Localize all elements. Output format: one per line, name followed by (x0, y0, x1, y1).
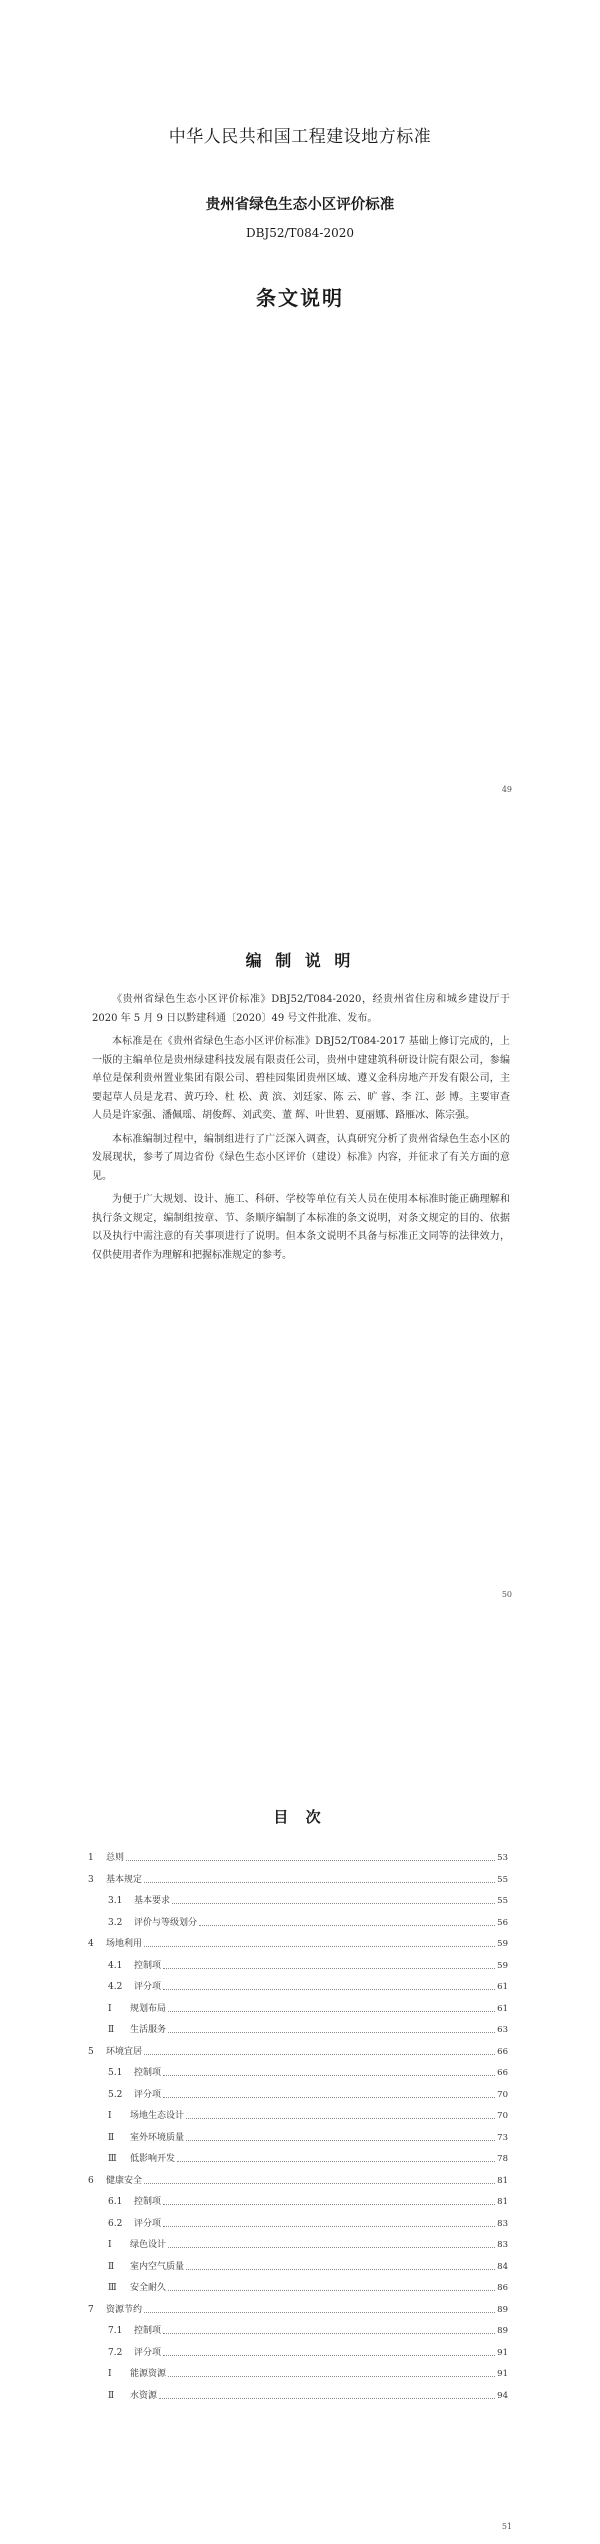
toc-title: 目 次 (273, 1808, 327, 1826)
toc-entry-title: 健康安全 (106, 2175, 143, 2186)
page-number: 49 (501, 785, 512, 794)
page-number: 50 (501, 1590, 512, 1599)
toc-entry-number: 4 (88, 1939, 94, 1949)
toc-entry-title: 控制项 (134, 2068, 162, 2078)
paragraph: 《贵州省绿色生态小区评价标准》DBJ52/T084-2020，经贵州省住房和城乡建设厅于 2020 年 5 月 9 日以黔建科通〔2020〕49 号文件批准、发布。 (92, 994, 510, 1024)
toc-entry-title: 生活服务 (130, 2025, 167, 2035)
toc-entry[interactable] (88, 2238, 508, 2260)
toc-leader-dots (186, 2109, 495, 2119)
toc-entry-number: Ⅰ (108, 2369, 112, 2379)
toc-leader-dots (159, 2389, 495, 2399)
toc-entry-page: 66 (497, 2046, 508, 2057)
section-title: 编 制 说 明 (245, 951, 355, 970)
toc-entry-page: 66 (497, 2068, 508, 2078)
toc-entry-page: 61 (497, 2003, 508, 2014)
toc-entry[interactable] (88, 2217, 508, 2239)
toc-entry[interactable] (88, 2260, 508, 2282)
toc-entry[interactable] (88, 1959, 508, 1981)
toc-entry[interactable] (88, 2389, 508, 2411)
toc-leader-dots (144, 2303, 495, 2313)
toc-entry-number: Ⅰ (108, 2240, 112, 2250)
toc-entry-number: 5.1 (108, 2068, 123, 2078)
toc-entry-number: 6 (88, 2175, 94, 2186)
toc-entry[interactable] (88, 2066, 508, 2088)
toc-entry-title: 评价与等级划分 (134, 1917, 198, 1928)
toc-entry-page: 78 (497, 2154, 508, 2164)
toc-leader-dots (172, 1894, 495, 1904)
toc-leader-dots (144, 1873, 495, 1883)
toc-list (88, 1851, 508, 2410)
toc-leader-dots (186, 2260, 495, 2270)
toc-entry-number: 7.1 (108, 2326, 123, 2336)
toc-entry-page: 83 (497, 2218, 508, 2229)
notes-body (92, 991, 510, 1270)
toc-leader-dots (126, 1851, 495, 1861)
toc-leader-dots (163, 2195, 495, 2205)
toc-entry-number: Ⅲ (108, 2283, 117, 2293)
toc-entry-number: 7 (88, 2304, 94, 2315)
toc-entry-page: 89 (497, 2304, 508, 2315)
standard-category-heading: 中华人民共和国工程建设地方标准 (168, 127, 432, 147)
toc-entry[interactable] (88, 1851, 508, 1873)
toc-entry-number: Ⅱ (108, 2390, 115, 2401)
standard-code: DBJ52/T084-2020 (245, 226, 355, 240)
toc-entry-title: 评分项 (134, 2089, 162, 2100)
toc-entry-number: Ⅱ (108, 2261, 115, 2272)
toc-entry-page: 70 (497, 2111, 508, 2121)
toc-leader-dots (163, 2066, 495, 2076)
toc-entry-title: 安全耐久 (130, 2283, 167, 2293)
cover-page (0, 0, 600, 848)
toc-entry-page: 59 (497, 1960, 508, 1971)
toc-entry-number: 3.1 (108, 1896, 123, 1906)
toc-entry-title: 总则 (106, 1853, 125, 1863)
toc-entry-title: 基本要求 (134, 1896, 171, 1906)
toc-entry-title: 场地生态设计 (130, 2111, 185, 2121)
toc-leader-dots (144, 2174, 495, 2184)
toc-leader-dots (168, 2023, 495, 2033)
toc-entry-title: 场地利用 (106, 1939, 143, 1949)
toc-entry-title: 能源资源 (130, 2369, 167, 2379)
toc-entry-page: 70 (497, 2089, 508, 2100)
toc-entry[interactable] (88, 1980, 508, 2002)
toc-leader-dots (163, 2088, 495, 2098)
toc-entry-title: 环境宜居 (106, 2046, 143, 2057)
paragraph: 本标准是在《贵州省绿色生态小区评价标准》DBJ52/T084-2017 基础上修订完成的，上一版的主编单位是贵州绿建科技发展有限责任公司，贵州中建建筑科研设计院有限公司，参编单位是保利贵州置业集团有限公司、碧桂园集团贵州区域、遵义金科房地产开发有限公司，主要起草人员是龙君、黄巧玲、杜 松、黄 滨、刘廷家、陈 云、旷 蓉、李 江、彭 博。主要审查人员是许家强、潘佩瑶、胡俊辉、刘武奕、董 辉、叶世碧、夏丽娜、路雁冰、陈宗强。 (92, 1036, 510, 1121)
toc-leader-dots (199, 1916, 495, 1926)
toc-entry[interactable] (88, 2281, 508, 2303)
toc-entry-page: 63 (497, 2025, 508, 2035)
table-of-contents-page (0, 1696, 600, 2544)
toc-entry-page: 86 (497, 2283, 508, 2293)
toc-leader-dots (163, 2324, 495, 2334)
toc-entry[interactable] (88, 2023, 508, 2045)
toc-leader-dots (163, 1959, 495, 1969)
toc-entry-number: 4.2 (108, 1982, 123, 1992)
toc-entry[interactable] (88, 1873, 508, 1895)
paragraph: 为便于广大规划、设计、施工、科研、学校等单位有关人员在使用本标准时能正确理解和执行条文规定，编制组按章、节、条顺序编制了本标准的条文说明，对条文规定的目的、依据以及执行中需注意的有关事项进行了说明。但本条文说明不具备与标准正文同等的法律效力，仅供使用者作为理解和把握标准规定的参考。 (92, 1194, 510, 1261)
toc-entry[interactable] (88, 2195, 508, 2217)
toc-entry-number: 3.2 (108, 1917, 123, 1928)
toc-entry-title: 室内空气质量 (130, 2261, 185, 2272)
toc-entry-number: Ⅱ (108, 2025, 115, 2035)
toc-entry-page: 59 (497, 1939, 508, 1949)
toc-entry-page: 84 (497, 2261, 508, 2272)
toc-entry[interactable] (88, 2131, 508, 2153)
compilation-notes-page (0, 848, 600, 1696)
toc-leader-dots (163, 1980, 495, 1990)
toc-entry-number: 5.2 (108, 2089, 123, 2100)
toc-entry-number: Ⅰ (108, 2111, 112, 2121)
toc-entry-page: 81 (497, 2197, 508, 2207)
page-number: 51 (501, 2522, 512, 2531)
toc-entry[interactable] (88, 2152, 508, 2174)
toc-entry-page: 73 (497, 2132, 508, 2143)
toc-entry-title: 控制项 (134, 2326, 162, 2336)
toc-entry-number: Ⅰ (108, 2003, 112, 2014)
toc-entry[interactable] (88, 1894, 508, 1916)
toc-entry-page: 55 (497, 1874, 508, 1885)
toc-leader-dots (177, 2152, 495, 2162)
toc-entry-title: 控制项 (134, 2197, 162, 2207)
toc-entry-title: 控制项 (134, 1960, 162, 1971)
toc-entry[interactable] (88, 1937, 508, 1959)
toc-entry-number: 3 (88, 1874, 94, 1885)
toc-entry-page: 81 (497, 2175, 508, 2186)
toc-entry[interactable] (88, 2088, 508, 2110)
toc-entry-number: 6.1 (108, 2197, 123, 2207)
toc-entry-page: 91 (497, 2369, 508, 2379)
toc-entry-title: 评分项 (134, 2218, 162, 2229)
toc-entry-title: 室外环境质量 (130, 2132, 185, 2143)
toc-leader-dots (168, 2002, 495, 2012)
toc-entry-page: 83 (497, 2240, 508, 2250)
toc-entry-title: 资源节约 (106, 2304, 143, 2315)
toc-leader-dots (144, 1937, 495, 1947)
toc-entry[interactable] (88, 2367, 508, 2389)
toc-entry-number: 7.2 (108, 2347, 123, 2358)
subtitle: 条文说明 (256, 286, 344, 310)
toc-entry-number: 1 (88, 1853, 94, 1863)
toc-entry-title: 绿色设计 (130, 2240, 167, 2250)
toc-entry-page: 91 (497, 2347, 508, 2358)
standard-title: 贵州省绿色生态小区评价标准 (205, 196, 395, 213)
toc-entry[interactable] (88, 2303, 508, 2325)
toc-leader-dots (163, 2346, 495, 2356)
toc-entry-page: 53 (497, 1853, 508, 1863)
toc-entry-title: 规划布局 (130, 2003, 167, 2014)
toc-entry-title: 水资源 (130, 2390, 158, 2401)
toc-leader-dots (163, 2217, 495, 2227)
toc-leader-dots (186, 2131, 495, 2141)
toc-entry-page: 89 (497, 2326, 508, 2336)
paragraph: 本标准编制过程中，编制组进行了广泛深入调查，认真研究分析了贵州省绿色生态小区的发展现状，参考了周边省份《绿色生态小区评价（建设）标准》内容，并征求了有关方面的意见。 (92, 1133, 510, 1182)
toc-entry-title: 基本规定 (106, 1874, 143, 1885)
toc-entry-number: Ⅲ (108, 2154, 117, 2164)
toc-entry-number: Ⅱ (108, 2132, 115, 2143)
toc-leader-dots (168, 2281, 495, 2291)
toc-leader-dots (144, 2045, 495, 2055)
toc-entry-page: 56 (497, 1917, 508, 1928)
toc-entry[interactable] (88, 2002, 508, 2024)
toc-entry-number: 6.2 (108, 2218, 123, 2229)
toc-entry[interactable] (88, 2045, 508, 2067)
toc-entry-title: 低影响开发 (130, 2154, 176, 2164)
toc-entry-title: 评分项 (134, 1982, 162, 1992)
toc-entry[interactable] (88, 2109, 508, 2131)
toc-entry[interactable] (88, 2324, 508, 2346)
toc-entry-title: 评分项 (134, 2347, 162, 2358)
toc-entry[interactable] (88, 1916, 508, 1938)
toc-entry-page: 61 (497, 1982, 508, 1992)
toc-leader-dots (168, 2367, 495, 2377)
toc-entry-page: 94 (497, 2390, 508, 2401)
toc-entry-number: 5 (88, 2046, 94, 2057)
toc-entry-page: 55 (497, 1896, 508, 1906)
toc-entry[interactable] (88, 2174, 508, 2196)
toc-entry-number: 4.1 (108, 1960, 123, 1971)
toc-entry[interactable] (88, 2346, 508, 2368)
toc-leader-dots (168, 2238, 495, 2248)
